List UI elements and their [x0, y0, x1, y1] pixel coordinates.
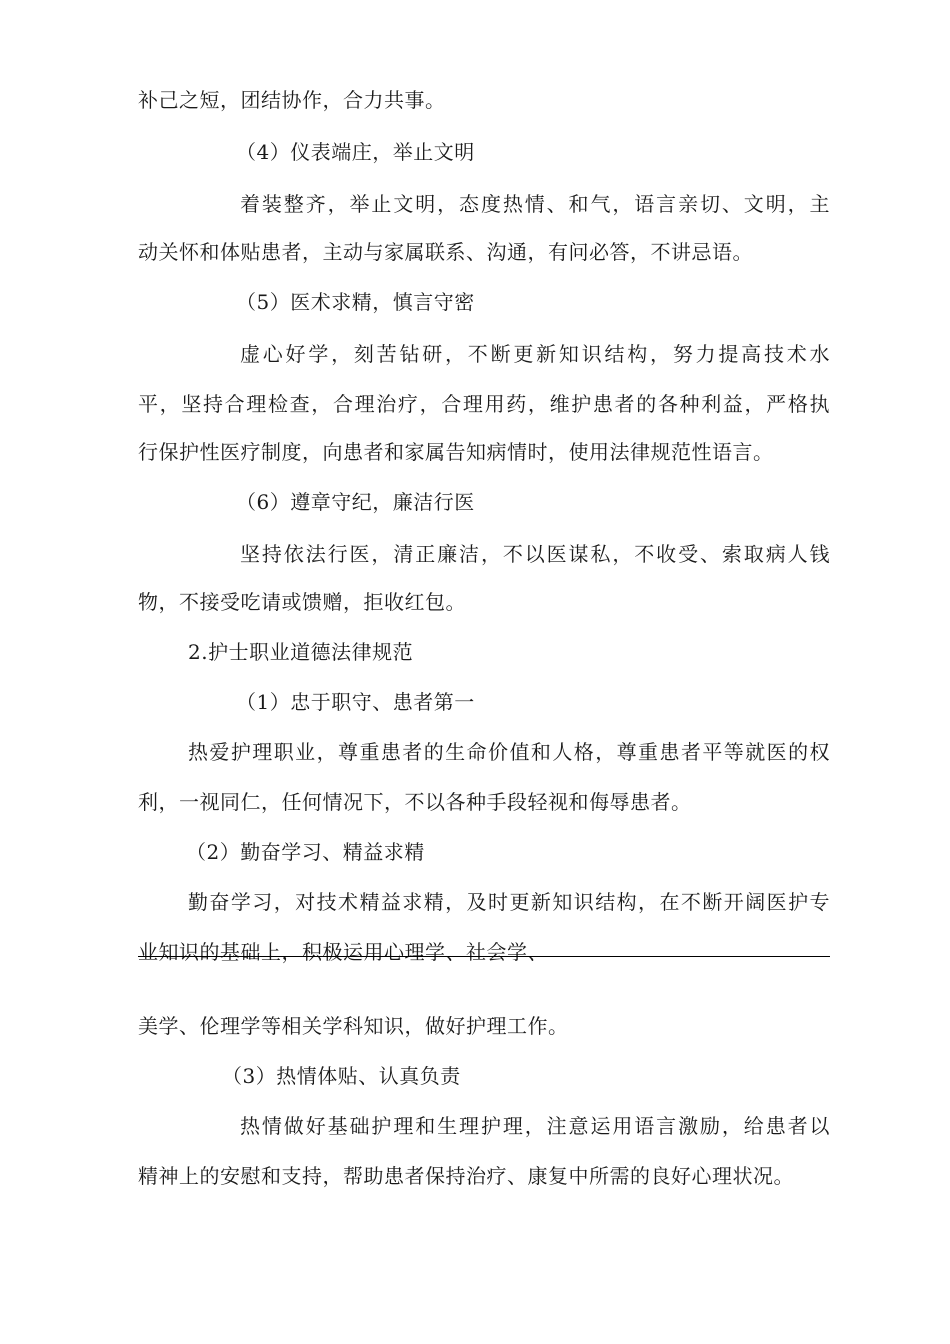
paragraph-line: 虚心好学，刻苦钻研，不断更新知识结构，努力提高技术水: [240, 342, 830, 366]
section-heading: （2）勤奋学习、精益求精: [186, 840, 425, 864]
paragraph-line: 业知识的基础上，积极运用心理学、社会学、: [138, 940, 548, 964]
paragraph-line: 坚持依法行医，清正廉洁，不以医谋私，不收受、索取病人钱: [240, 542, 830, 566]
paragraph-line: 补己之短，团结协作，合力共事。: [138, 88, 446, 112]
paragraph-line: 动关怀和体贴患者，主动与家属联系、沟通，有问必答，不讲忌语。: [138, 240, 753, 264]
paragraph-line: 美学、伦理学等相关学科知识，做好护理工作。: [138, 1014, 569, 1038]
page-divider: [138, 956, 830, 957]
paragraph-line: 利，一视同仁，任何情况下，不以各种手段轻视和侮辱患者。: [138, 790, 692, 814]
section-heading: （4）仪表端庄，举止文明: [236, 140, 475, 164]
subsection-heading: 2.护士职业道德法律规范: [188, 640, 414, 664]
paragraph-line: 热爱护理职业，尊重患者的生命价值和人格，尊重患者平等就医的权: [188, 740, 830, 764]
section-heading: （6）遵章守纪，廉洁行医: [236, 490, 475, 514]
paragraph-line: 精神上的安慰和支持，帮助患者保持治疗、康复中所需的良好心理状况。: [138, 1164, 794, 1188]
paragraph-line: 着装整齐，举止文明，态度热情、和气，语言亲切、文明，主: [240, 192, 830, 216]
section-heading: （5）医术求精，慎言守密: [236, 290, 475, 314]
paragraph-line: 平，坚持合理检查，合理治疗，合理用药，维护患者的各种利益，严格执: [138, 392, 830, 416]
paragraph-line: 行保护性医疗制度，向患者和家属告知病情时，使用法律规范性语言。: [138, 440, 774, 464]
paragraph-line: 物，不接受吃请或馈赠，拒收红包。: [138, 590, 466, 614]
section-heading: （1）忠于职守、患者第一: [236, 690, 475, 714]
paragraph-line: 热情做好基础护理和生理护理，注意运用语言激励，给患者以: [240, 1114, 830, 1138]
section-heading: （3）热情体贴、认真负责: [222, 1064, 461, 1088]
paragraph-line: 勤奋学习，对技术精益求精，及时更新知识结构，在不断开阔医护专: [188, 890, 830, 914]
